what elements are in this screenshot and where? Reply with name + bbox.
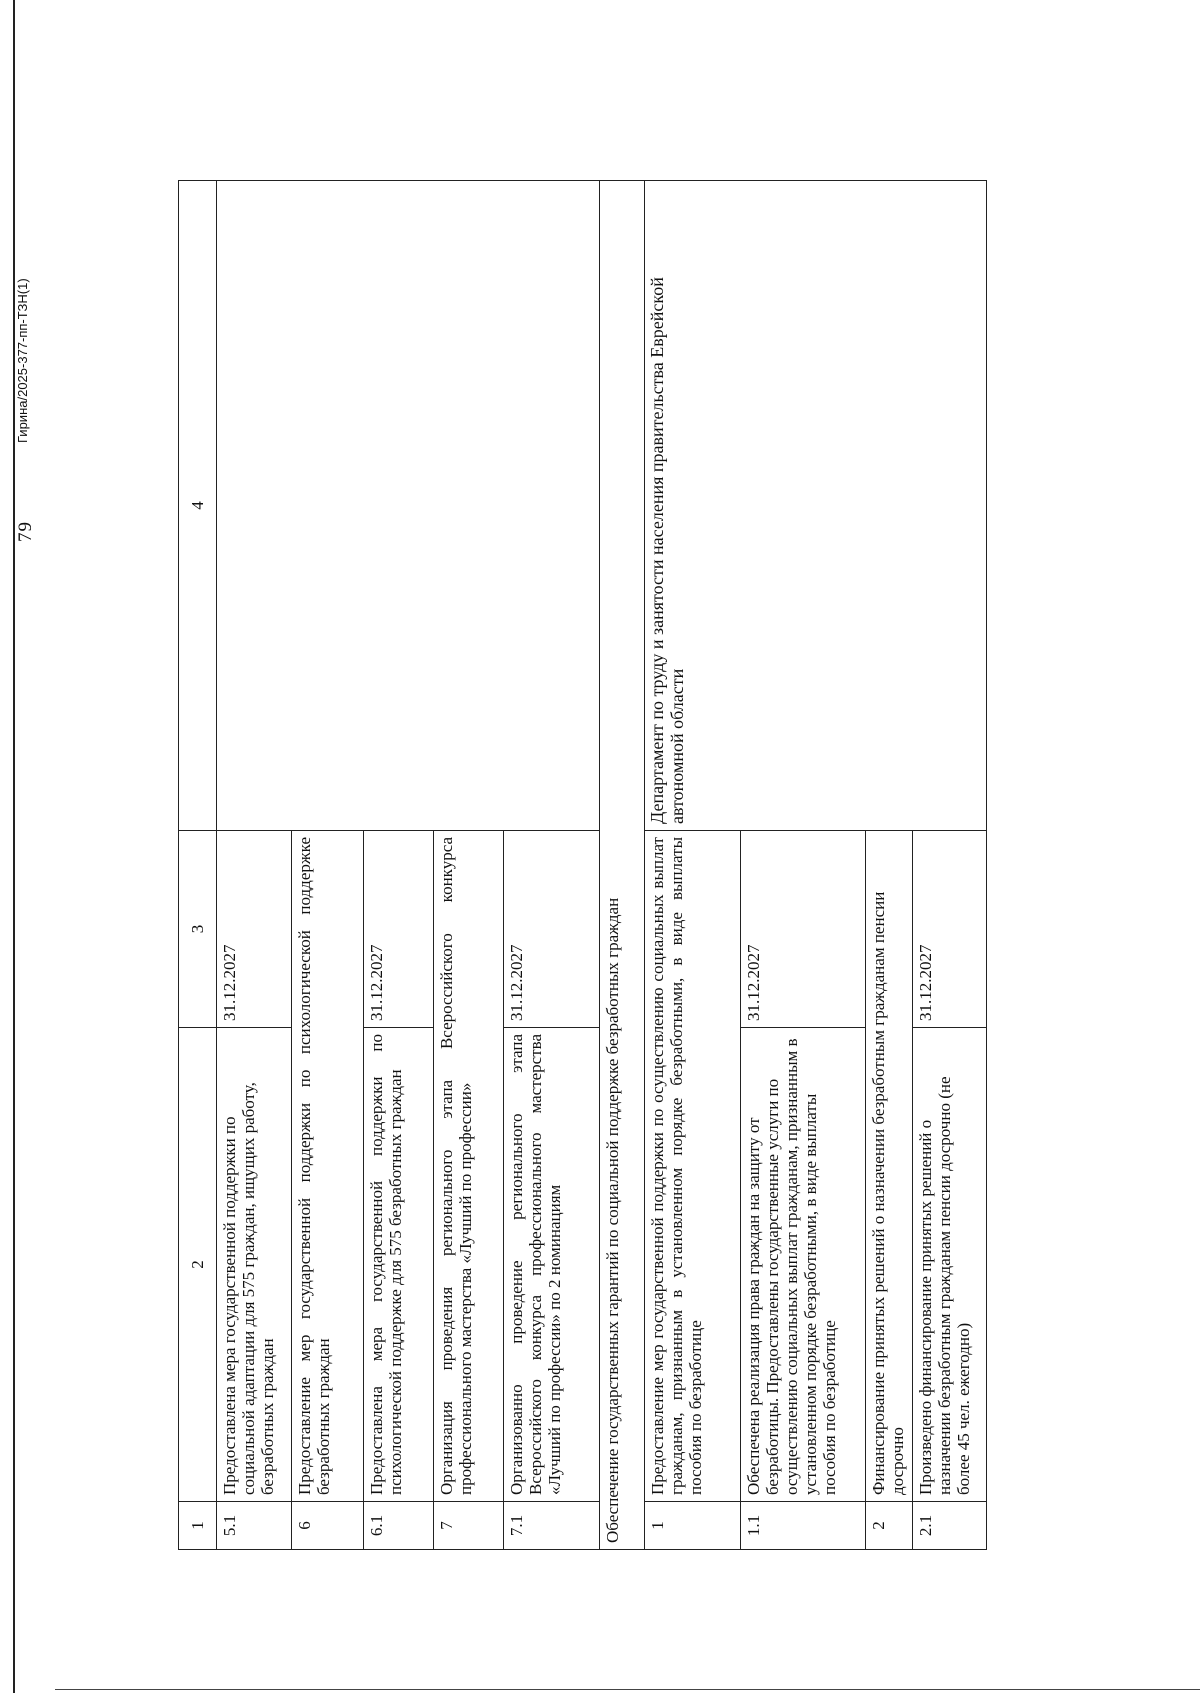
row-text: Произведено финансирование принятых решений о назначении безработным гражданам пенсии досрочно (не более 45 чел. ежегодно) bbox=[913, 1028, 987, 1502]
row-text: Предоставление мер государственной поддержки по психологической поддержке безработных граждан bbox=[292, 831, 364, 1502]
table-row bbox=[645, 181, 741, 1550]
row-number: 6 bbox=[292, 1502, 364, 1550]
empty-responsible-cell bbox=[217, 181, 600, 831]
row-text: Организация проведения регионального этапа Всероссийского конкурса профессионального мастерства «Лучший по профессии» bbox=[434, 831, 504, 1502]
row-number: 7.1 bbox=[504, 1502, 600, 1550]
row-number: 2.1 bbox=[913, 1502, 987, 1550]
row-date: 31.12.2027 bbox=[364, 831, 434, 1028]
header-col-1: 1 bbox=[179, 1502, 217, 1550]
row-date: 31.12.2027 bbox=[741, 831, 866, 1028]
header-col-4: 4 bbox=[179, 181, 217, 831]
row-text: Финансирование принятых решений о назначении безработным гражданам пенсии досрочно bbox=[866, 831, 913, 1502]
row-date: 31.12.2027 bbox=[913, 831, 987, 1028]
row-date: 31.12.2027 bbox=[217, 831, 292, 1028]
row-text: Предоставлена мера государственной поддержки по социальной адаптации для 575 граждан, ищущих работу, безработных граждан bbox=[217, 1028, 292, 1502]
row-number: 7 bbox=[434, 1502, 504, 1550]
row-number: 1 bbox=[645, 1502, 741, 1550]
responsible-department: Департамент по труду и занятости населения правительства Еврейской автономной области bbox=[645, 181, 987, 831]
section-title: Обеспечение государственных гарантий по социальной поддержке безработных граждан bbox=[600, 181, 645, 1550]
row-date: 31.12.2027 bbox=[504, 831, 600, 1028]
row-text: Обеспечена реализация права граждан на защиту от безработицы. Предоставлены государственные услуги по осуществлению социальных выплат гражданам, признанным в установленном порядке безработными, в виде выплаты пособия по безработице bbox=[741, 1028, 866, 1502]
table-row bbox=[217, 181, 292, 1550]
row-text: Предоставлена мера государственной поддержки по психологической поддержке для 575 безработных граждан bbox=[364, 1028, 434, 1502]
row-number: 2 bbox=[866, 1502, 913, 1550]
row-number: 6.1 bbox=[364, 1502, 434, 1550]
measures-table bbox=[178, 180, 987, 1550]
document-code: Гирина/2025-377-пп-ТЗН(1) bbox=[15, 278, 30, 443]
row-number: 5.1 bbox=[217, 1502, 292, 1550]
header-col-2: 2 bbox=[179, 1028, 217, 1502]
header-col-3: 3 bbox=[179, 831, 217, 1028]
page-number: 79 bbox=[15, 521, 36, 542]
row-text: Предоставление мер государственной поддержки по осуществлению социальных выплат гражданам, признанным в установленном порядке безработными, в виде выплаты пособия по безработице bbox=[645, 831, 741, 1502]
row-text: Организованно проведение регионального этапа Всероссийского конкурса профессионального мастерства «Лучший по профессии» по 2 номинациям bbox=[504, 1028, 600, 1502]
row-number: 1.1 bbox=[741, 1502, 866, 1550]
table-header-row bbox=[179, 181, 217, 1550]
section-row bbox=[600, 181, 645, 1550]
